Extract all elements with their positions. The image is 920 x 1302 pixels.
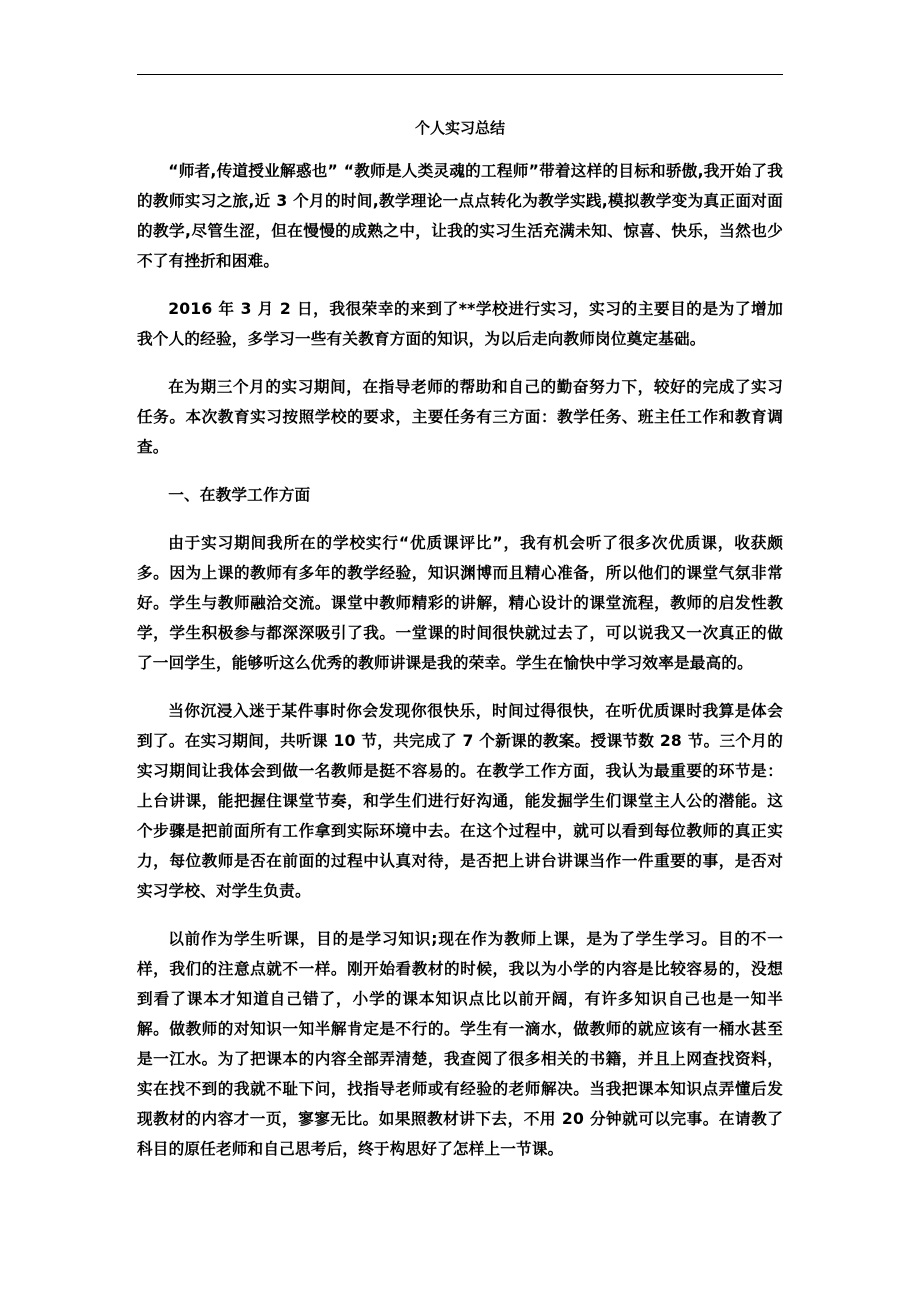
section-heading-teaching: 一、在教学工作方面: [168, 486, 311, 504]
document-body: [137, 156, 783, 1182]
paragraph-intro: “师者,传道授业解惑也” “教师是人类灵魂的工程师”带着这样的目标和骄傲,我开始了我的教师实习之旅,近 3 个月的时间,教学理论一点点转化为教学实践,模拟教学变为真正面对面的教学,尽管生涩，但在慢慢的成熟之中，让我的实习生活充满未知、惊喜、快乐，当然也少不了有挫折和困难。: [137, 162, 783, 270]
paragraph-quality-lessons: 由于实习期间我所在的学校实行“优质课评比”，我有机会听了很多次优质课，收获颇多。因为上课的教师有多年的教学经验，知识渊博而且精心准备，所以他们的课堂气氛非常好。学生与教师融洽交流。课堂中教师精彩的讲解，精心设计的课堂流程，教师的启发性教学，学生积极参与都深深吸引了我。一堂课的时间很快就过去了，可以说我又一次真正的做了一回学生，能够听这么优秀的教师讲课是我的荣幸。学生在愉快中学习效率是最高的。: [137, 534, 783, 672]
document-title: 个人实习总结: [414, 119, 505, 137]
header-rule: [137, 74, 783, 75]
paragraph-tasks: 在为期三个月的实习期间，在指导老师的帮助和自己的勤奋努力下，较好的完成了实习任务。本次教育实习按照学校的要求，主要任务有三方面：教学任务、班主任工作和教育调查。: [137, 378, 783, 456]
paragraph-arrival: 2016 年 3 月 2 日，我很荣幸的来到了**学校进行实习，实习的主要目的是为了增加我个人的经验，多学习一些有关教育方面的知识，为以后走向教师岗位奠定基础。: [137, 300, 783, 348]
paragraph-experience: 当你沉浸入迷于某件事时你会发现你很快乐，时间过得很快，在听优质课时我算是体会到了。在实习期间，共听课 10 节，共完成了 7 个新课的教案。授课节数 28 节。三个月的实习期间让我体会到做一名教师是挺不容易的。在教学工作方面，我认为最重要的环节是：上台讲课，能把握住课堂节奏，和学生们进行好沟通，能发掘学生们课堂主人公的潜能。这个步骤是把前面所有工作拿到实际环境中去。在这个过程中，就可以看到每位教师的真正实力，每位教师是否在前面的过程中认真对待，是否把上讲台讲课当作一件重要的事，是否对实习学校、对学生负责。: [137, 702, 783, 900]
paragraph-preparation: 以前作为学生听课，目的是学习知识;现在作为教师上课，是为了学生学习。目的不一样，我们的注意点就不一样。刚开始看教材的时候，我以为小学的内容是比较容易的，没想到看了课本才知道自己错了，小学的课本知识点比以前开阔，有许多知识自己也是一知半解。做教师的对知识一知半解肯定是不行的。学生有一滴水，做教师的就应该有一桶水甚至是一江水。为了把课本的内容全部弄清楚，我查阅了很多相关的书籍，并且上网查找资料，实在找不到的我就不耻下问，找指导老师或有经验的老师解决。当我把课本知识点弄懂后发现教材的内容才一页，寥寥无比。如果照教材讲下去，不用 20 分钟就可以完事。在请教了科目的原任老师和自己思考后，终于构思好了怎样上一节课。: [137, 930, 783, 1158]
